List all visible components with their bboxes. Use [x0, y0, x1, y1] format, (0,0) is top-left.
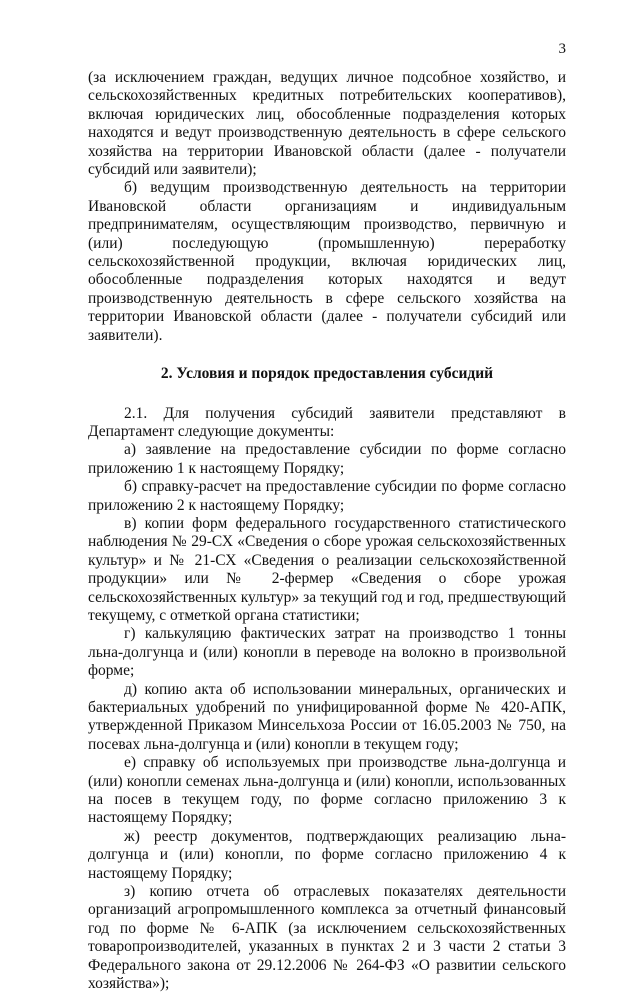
paragraph: 2.1. Для получения субсидий заявители представляют в Департамент следующие документы: [88, 404, 566, 440]
paragraph: а) заявление на предоставление субсидии по форме согласно приложению 1 к настоящему Порядку; [88, 441, 566, 477]
paragraph: в) копии форм федерального государственного статистического наблюдения № 29-СХ «Сведения о сборе урожая сельскохозяйственных культур» и № 21-СХ «Сведения о реализации сельскохозяйственной продукции» или № 2-фермер «Сведения о сборе урожая сельскохозяйственных культур» за текущий год и год, предшествующий текущему, с отметкой органа статистики; [88, 514, 566, 624]
document-body [88, 69, 566, 994]
paragraph: з) копию отчета об отраслевых показателях деятельности организаций агропромышленного комплекса за отчетный финансовый год по форме № 6-АПК (за исключением сельскохозяйственных товаропроизводителей, указанных в пунктах 2 и 3 части 2 статьи 3 Федерального закона от 29.12.2006 № 264-ФЗ «О развитии сельского хозяйства»); [88, 883, 566, 993]
paragraph: г) калькуляцию фактических затрат на производство 1 тонны льна-долгунца и (или) конопли в переводе на волокно в произвольной форме; [88, 625, 566, 680]
paragraph: б) ведущим производственную деятельность на территории Ивановской области организациям и индивидуальным предпринимателям, осуществляющим производство, первичную и (или) последующую (промышленную) переработку сельскохозяйственной продукции, включая юридических лиц, обособленные подразделения которых находятся и ведут производственную деятельность в сфере сельского хозяйства на территории Ивановской области (далее - получатели субсидий или заявители). [88, 179, 566, 344]
page-number: 3 [558, 41, 566, 57]
paragraph: б) справку-расчет на предоставление субсидии по форме согласно приложению 2 к настоящему Порядку; [88, 478, 566, 514]
paragraph: (за исключением граждан, ведущих личное подсобное хозяйство, и сельскохозяйственных кредитных потребительских кооперативов), включая юридических лиц, обособленные подразделения которых находятся и ведут производственную деятельность в сфере сельского хозяйства на территории Ивановской области (далее - получатели субсидий или заявители); [88, 69, 566, 179]
paragraphs-before-section [88, 69, 566, 345]
paragraph: ж) реестр документов, подтверждающих реализацию льна-долгунца и (или) конопли, по форме согласно приложению 4 к настоящему Порядку; [88, 827, 566, 882]
paragraph: е) справку об используемых при производстве льна-долгунца и (или) конопли семенах льна-долгунца и (или) конопли, использованных на посев в текущем году, по форме согласно приложению 3 к настоящему Порядку; [88, 754, 566, 827]
section-title: 2. Условия и порядок предоставления субсидий [160, 365, 494, 383]
paragraph: д) копию акта об использовании минеральных, органических и бактериальных удобрений по унифицированной форме № 420-АПК, утвержденной Приказом Минсельхоза России от 16.05.2003 № 750, на посевах льна-долгунца и (или) конопли в текущем году; [88, 680, 566, 753]
paragraphs-after-section [88, 405, 566, 994]
